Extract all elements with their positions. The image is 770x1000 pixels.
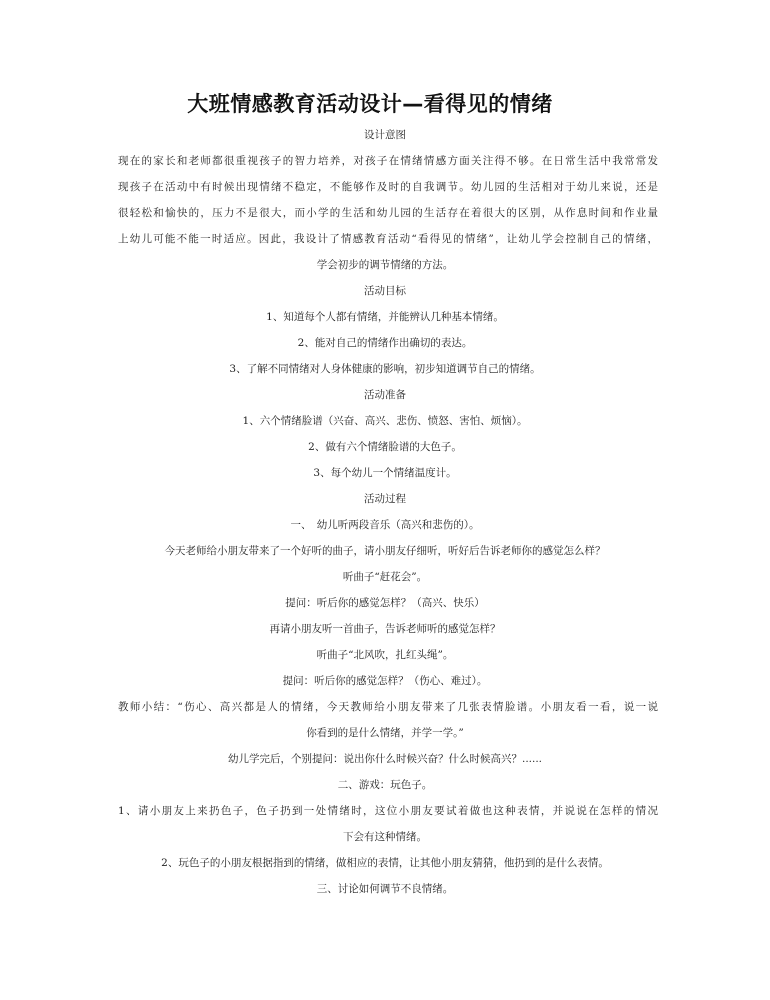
paragraph-line: 教师小结：“伤心、高兴都是人的情绪，今天教师给小朋友带来了几张表情脸谱。小朋友看一看，说一说: [118, 701, 658, 713]
list-item: 2、做有六个情绪脸谱的大色子。: [308, 441, 462, 453]
paragraph-line: 上幼儿可能不能一时适应。因此，我设计了情感教育活动“看得见的情绪”，让幼儿学会控制自己的情绪，: [118, 233, 658, 245]
paragraph-line: 听曲子“赶花会”。: [342, 571, 428, 583]
list-item: 3、每个幼儿一个情绪温度计。: [313, 467, 457, 479]
paragraph-line: 很轻松和愉快的，压力不是很大，而小学的生活和幼儿园的生活存在着很大的区别，从作息时间和作业量: [118, 207, 658, 219]
step-heading: 三、讨论如何调节不良情绪。: [316, 883, 454, 895]
paragraph-line: 提问：听后你的感觉怎样？（伤心、难过）。: [282, 675, 488, 687]
paragraph-line: 再请小朋友听一首曲子，告诉老师听的感觉怎样？: [269, 623, 501, 635]
list-item: 3、了解不同情绪对人身体健康的影响，初步知道调节自己的情绪。: [229, 363, 541, 375]
section-heading-design-intent: 设计意图: [364, 129, 406, 141]
section-heading-preparation: 活动准备: [364, 389, 406, 401]
paragraph-line: 你看到的是什么情绪，并学一学。”: [306, 727, 464, 739]
paragraph-line: 2、玩色子的小朋友根据指到的情绪，做相应的表情，让其他小朋友猜猜，他扔到的是什么表情。: [161, 857, 609, 869]
paragraph-line: 现孩子在活动中有时候出现情绪不稳定，不能够作及时的自我调节。幼儿园的生活相对于幼儿来说，还是: [118, 181, 658, 193]
section-heading-process: 活动过程: [364, 493, 406, 505]
paragraph-line: 提问：听后你的感觉怎样？（高兴、快乐）: [285, 597, 485, 609]
paragraph-line: 今天老师给小朋友带来了一个好听的曲子，请小朋友仔细听，听好后告诉老师你的感觉怎么样？: [164, 545, 606, 557]
list-item: 2、能对自己的情绪作出确切的表达。: [297, 337, 473, 349]
paragraph-line: 1、请小朋友上来扔色子，色子扔到一处情绪时，这位小朋友要试着做也这种表情，并说说在怎样的情况: [118, 805, 658, 817]
list-item: 1、六个情绪脸谱（兴奋、高兴、悲伤、愤怒、害怕、烦恼）。: [242, 415, 528, 427]
paragraph-line: 现在的家长和老师都很重视孩子的智力培养，对孩子在情绪情感方面关注得不够。在日常生活中我常常发: [118, 155, 658, 167]
step-heading: 二、游戏：玩色子。: [337, 779, 433, 791]
paragraph-line: 听曲子“北风吹，扎红头绳”。: [316, 649, 454, 661]
paragraph-line: 下会有这种情绪。: [343, 831, 427, 843]
list-item: 1、知道每个人都有情绪，并能辨认几种基本情绪。: [266, 311, 504, 323]
step-heading: 一、 幼儿听两段音乐（高兴和悲伤的）。: [290, 519, 480, 531]
paragraph-line: 学会初步的调节情绪的方法。: [316, 259, 454, 271]
paragraph-line: 幼儿学完后，个别提问：说出你什么时候兴奋？什么时候高兴？......: [227, 753, 543, 765]
document-title: 大班情感教育活动设计—看得见的情绪: [187, 92, 553, 116]
section-heading-goals: 活动目标: [364, 285, 406, 297]
